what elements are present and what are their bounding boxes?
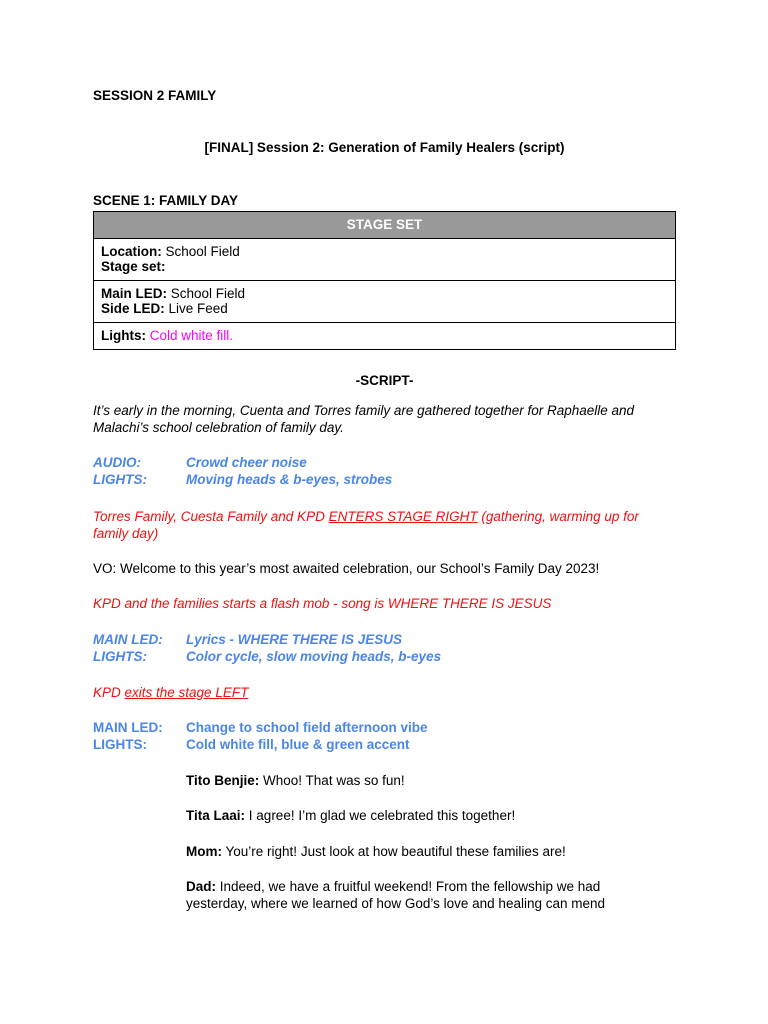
stage-table-location-cell: [94, 239, 676, 281]
stage-direction-flashmob: KPD and the families starts a flash mob - song is WHERE THERE IS JESUS: [93, 596, 552, 611]
cue-value: Cold white fill, blue & green accent: [186, 737, 410, 752]
stage-direction-enter: [93, 508, 676, 542]
stage-direction-underlined: exits the stage LEFT: [124, 685, 249, 700]
dialogue-text: You’re right! Just look at how beautiful these families are!: [225, 844, 566, 859]
cue-value: Lyrics - WHERE THERE IS JESUS: [186, 632, 403, 647]
stage-set-label: Stage set:: [101, 259, 166, 274]
cue-label: AUDIO:: [93, 455, 141, 470]
side-led-value: Live Feed: [168, 301, 228, 316]
stage-direction-underlined: ENTERS STAGE RIGHT: [328, 509, 478, 524]
speaker-name: Tita Laai:: [186, 808, 246, 823]
document-title: [FINAL] Session 2: Generation of Family Healers (script): [204, 140, 565, 155]
dialogue-line: [186, 772, 646, 789]
cue-value: Change to school field afternoon vibe: [186, 720, 428, 735]
stage-direction-text: (gathering, warming up for family day): [93, 509, 639, 541]
cue-label: LIGHTS:: [93, 737, 147, 752]
location-value: School Field: [165, 244, 240, 259]
cue-value: Color cycle, slow moving heads, b-eyes: [186, 649, 442, 664]
speaker-name: Mom:: [186, 844, 222, 859]
stage-direction-text: Torres Family, Cuesta Family and KPD: [93, 509, 329, 524]
side-led-label: Side LED:: [101, 301, 165, 316]
dialogue-line: [186, 843, 646, 860]
dialogue-text: Indeed, we have a fruitful weekend! From the fellowship we had yesterday, where we learned of how God’s love and healing can mend: [186, 879, 606, 911]
lights-value: Cold white fill.: [149, 328, 234, 343]
speaker-name: Dad:: [186, 879, 216, 894]
main-led-value: School Field: [170, 286, 246, 301]
session-header: SESSION 2 FAMILY: [93, 88, 217, 103]
cue-label: LIGHTS:: [93, 649, 147, 664]
stage-direction-exit: [93, 684, 248, 701]
cue-label: LIGHTS:: [93, 472, 147, 487]
cue-block-afternoon: [93, 719, 428, 753]
script-label: -SCRIPT-: [355, 373, 414, 388]
dialogue-line: [186, 878, 636, 912]
dialogue-text: I agree! I’m glad we celebrated this together!: [248, 808, 516, 823]
cue-label: MAIN LED:: [93, 720, 163, 735]
intro-paragraph: It’s early in the morning, Cuenta and Torres family are gathered together for Raphaelle and Malachi’s school celebration of family day.: [93, 403, 635, 435]
voice-over-line: VO: Welcome to this year’s most awaited celebration, our School’s Family Day 2023!: [93, 561, 600, 576]
stage-set-table: [93, 211, 676, 350]
cue-block-audio: [93, 454, 392, 488]
lights-label: Lights:: [101, 328, 146, 343]
stage-direction-text: KPD: [93, 685, 125, 700]
location-label: Location:: [101, 244, 162, 259]
cue-block-main-led: [93, 631, 441, 665]
main-led-label: Main LED:: [101, 286, 167, 301]
cue-value: Moving heads & b-eyes, strobes: [186, 472, 393, 487]
dialogue-line: [186, 807, 646, 824]
cue-label: MAIN LED:: [93, 632, 163, 647]
stage-table-lights-cell: [94, 323, 676, 350]
stage-table-header: STAGE SET: [94, 212, 676, 239]
stage-table-led-cell: [94, 281, 676, 323]
cue-value: Crowd cheer noise: [186, 455, 307, 470]
speaker-name: Tito Benjie:: [186, 773, 260, 788]
dialogue-text: Whoo! That was so fun!: [263, 773, 405, 788]
scene-heading: SCENE 1: FAMILY DAY: [93, 193, 239, 208]
